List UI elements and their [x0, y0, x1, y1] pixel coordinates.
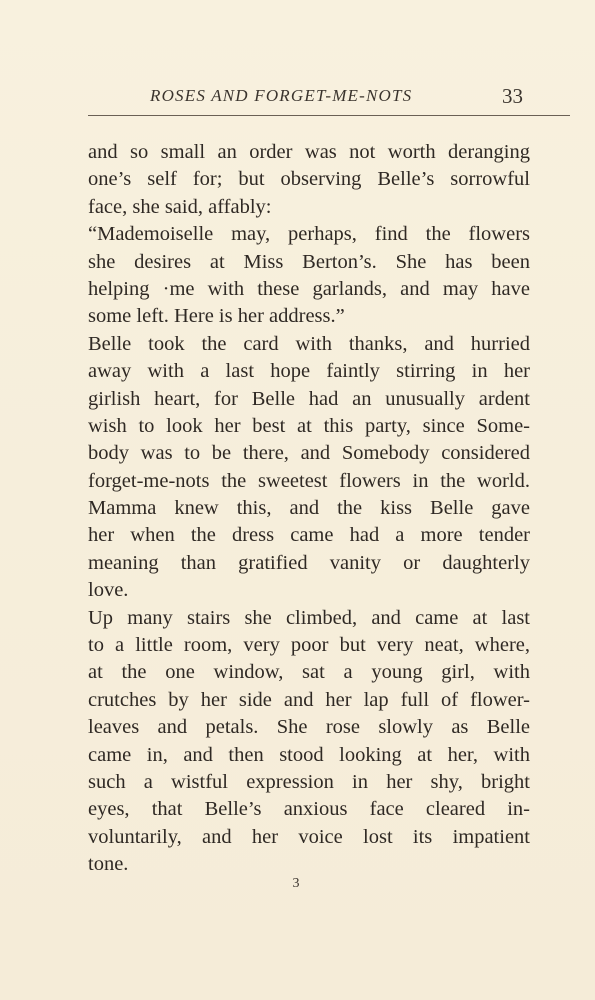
text-line: she desires at Miss Berton’s. She has been [88, 250, 530, 273]
text-line: and so small an order was not worth deranging [88, 141, 530, 163]
text-line: came in, and then stood looking at her, with [88, 743, 530, 766]
text-line: away with a last hope faintly stirring in her [88, 360, 530, 383]
header-rule [88, 115, 570, 116]
text-line: Mamma knew this, and the kiss Belle gave [88, 497, 530, 520]
text-line: tone. [88, 853, 129, 876]
text-line: one’s self for; but observing Belle’s sorrowful [88, 168, 530, 191]
text-line: wish to look her best at this party, since Some- [88, 414, 530, 437]
body-text [88, 139, 530, 879]
text-line: love. [88, 579, 129, 602]
text-line: helping ·me with these garlands, and may have [88, 277, 530, 300]
text-line: leaves and petals. She rose slowly as Belle [88, 716, 530, 739]
text-line: some left. Here is her address.” [88, 305, 345, 328]
text-line: crutches by her side and her lap full of flower- [88, 688, 530, 711]
text-line: voluntarily, and her voice lost its impatient [88, 825, 530, 848]
running-head [88, 86, 570, 108]
page-number: 33 [502, 84, 523, 108]
text-line: Up many stairs she climbed, and came at last [88, 606, 530, 629]
running-title: ROSES AND FORGET-ME-NOTS [150, 86, 413, 105]
text-line: eyes, that Belle’s anxious face cleared in- [88, 798, 530, 821]
text-line: Belle took the card with thanks, and hurried [88, 332, 530, 355]
text-line: to a little room, very poor but very neat, where, [88, 634, 530, 657]
text-line: at the one window, sat a young girl, with [88, 661, 530, 684]
text-line: face, she said, affably: [88, 195, 272, 218]
text-line: meaning than gratified vanity or daughterly [88, 551, 530, 574]
text-line: body was to be there, and Somebody considered [88, 442, 530, 465]
signature-mark: 3 [292, 876, 300, 891]
text-line: her when the dress came had a more tender [88, 524, 530, 547]
text-line: such a wistful expression in her shy, bright [88, 770, 530, 793]
text-line: girlish heart, for Belle had an unusually ardent [88, 387, 530, 410]
text-line: forget-me-nots the sweetest flowers in the world. [88, 469, 530, 492]
text-line: “Mademoiselle may, perhaps, find the flowers [88, 223, 530, 246]
